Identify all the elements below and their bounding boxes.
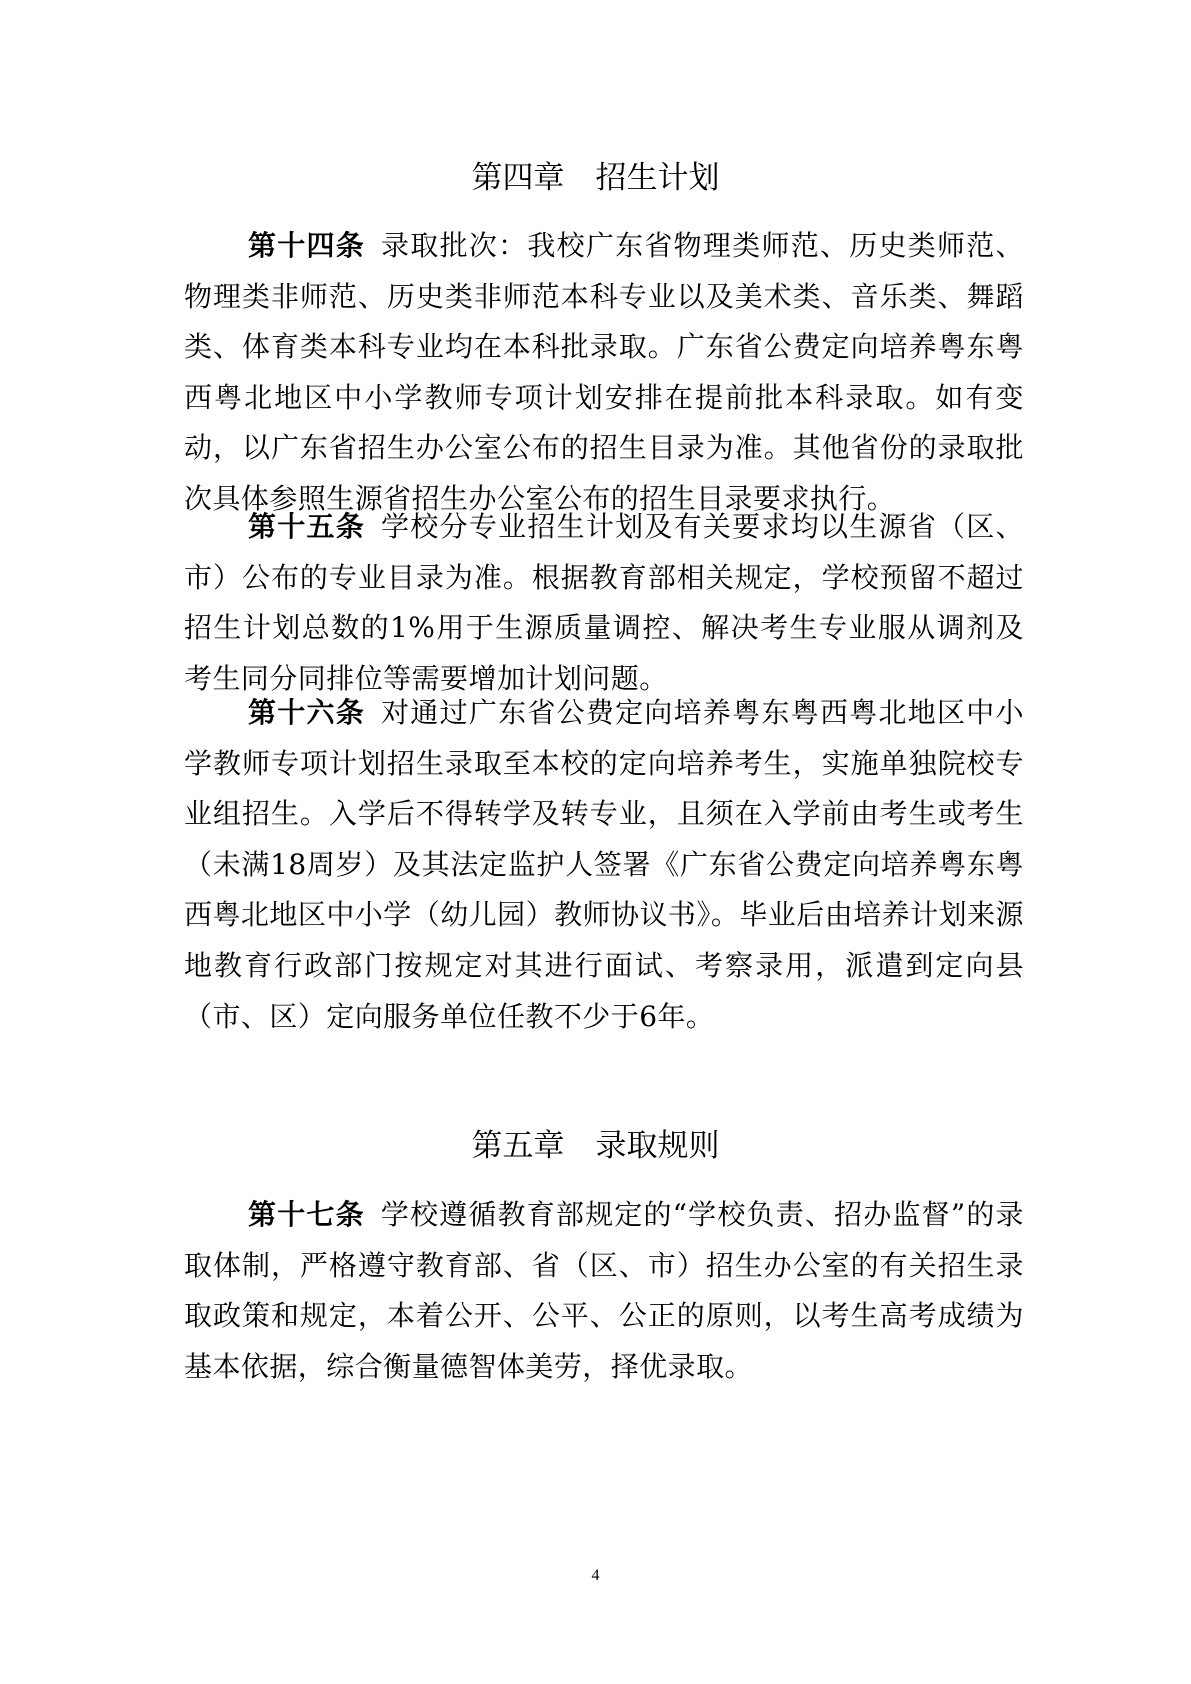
article-17 — [184, 1190, 1024, 1392]
article-14-text: 录取批次：我校广东省物理类师范、历史类师范、物理类非师范、历史类非师范本科专业以及美术类、音乐类、舞蹈类、体育类本科专业均在本科批录取。广东省公费定向培养粤东粤西粤北地区中小学教师专项计划安排在提前批本科录取。如有变动，以广东省招生办公室公布的招生目录为准。其他省份的录取批次具体参照生源省招生办公室公布的招生目录要求执行。 — [184, 229, 1024, 515]
article-16 — [184, 688, 1024, 1042]
chapter-5-title: 第五章 录取规则 — [471, 1128, 720, 1164]
article-15-text: 学校分专业招生计划及有关要求均以生源省（区、市）公布的专业目录为准。根据教育部相关规定，学校预留不超过招生计划总数的1%用于生源质量调控、解决考生专业服从调剂及考生同分同排位等需要增加计划问题。 — [184, 510, 1024, 695]
article-16-number: 第十六条 — [248, 696, 366, 729]
page-number: 4 — [591, 1567, 600, 1584]
chapter-4-title: 第四章 招生计划 — [471, 160, 720, 196]
article-17-number: 第十七条 — [248, 1198, 365, 1231]
article-14 — [184, 221, 1024, 525]
article-14-number: 第十四条 — [248, 229, 366, 262]
article-16-text: 对通过广东省公费定向培养粤东粤西粤北地区中小学教师专项计划招生录取至本校的定向培养考生，实施单独院校专业组招生。入学后不得转学及转专业，且须在入学前由考生或考生（未满18周岁）及其法定监护人签署《广东省公费定向培养粤东粤西粤北地区中小学（幼儿园）教师协议书》。毕业后由培养计划来源地教育行政部门按规定对其进行面试、考察录用，派遣到定向县（市、区）定向服务单位任教不少于6年。 — [184, 696, 1024, 1033]
article-15 — [184, 502, 1024, 704]
article-15-number: 第十五条 — [248, 510, 366, 543]
article-17-text: 学校遵循教育部规定的“学校负责、招办监督”的录取体制，严格遵守教育部、省（区、市）招生办公室的有关招生录取政策和规定，本着公开、公平、公正的原则，以考生高考成绩为基本依据，综合衡量德智体美劳，择优录取。 — [184, 1198, 1024, 1383]
